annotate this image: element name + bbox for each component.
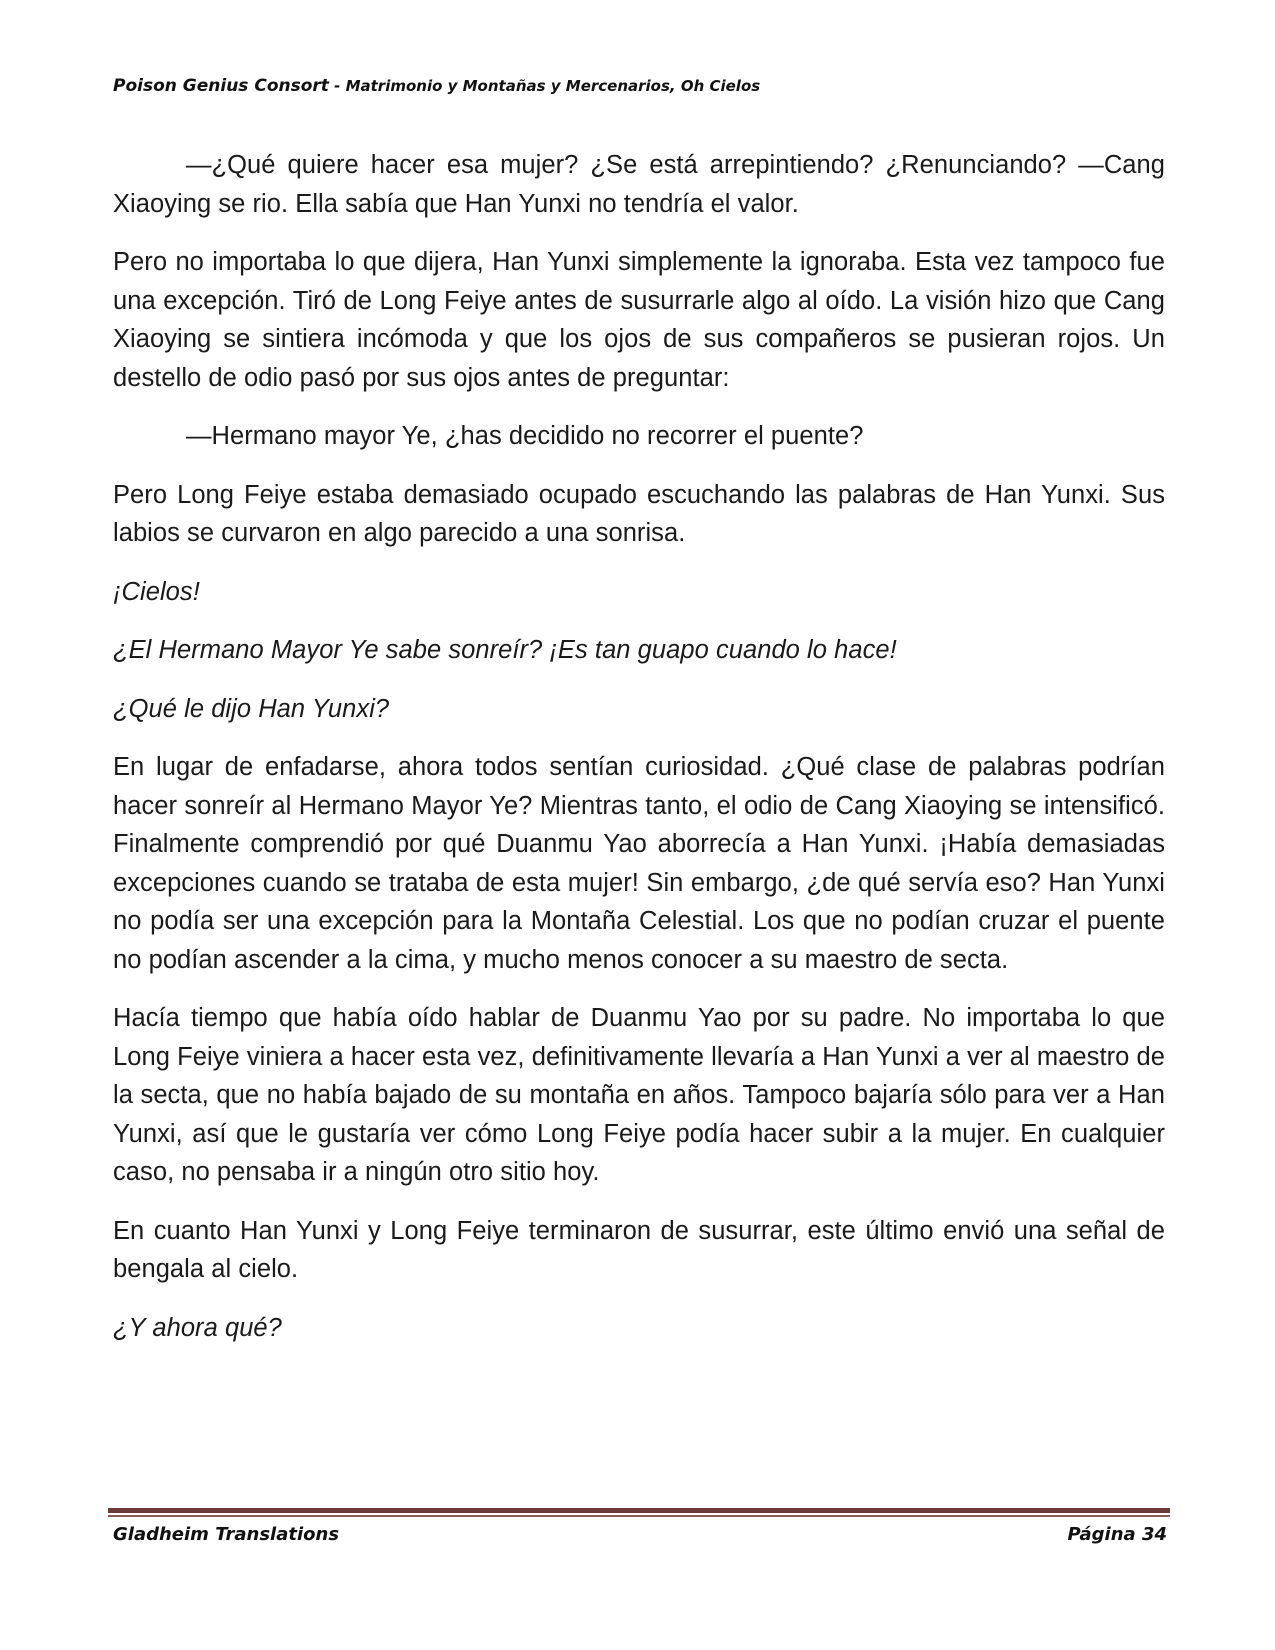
header-title: Poison Genius Consort xyxy=(113,76,329,96)
page-number: Página 34 xyxy=(1067,1524,1167,1545)
paragraph-5: ¡Cielos! xyxy=(113,577,200,606)
paragraph-6: ¿El Hermano Mayor Ye sabe sonreír? ¡Es tan guapo cuando lo hace! xyxy=(113,636,897,664)
paragraph-11: ¿Y ahora qué? xyxy=(113,1313,282,1342)
paragraph-10: En cuanto Han Yunxi y Long Feiye terminaron de susurrar, este último envió una señal de bengala al cielo. xyxy=(113,1216,1165,1283)
header-separator: - xyxy=(328,77,346,95)
running-header xyxy=(113,76,760,96)
header-subtitle: Matrimonio y Montañas y Mercenarios, Oh Cielos xyxy=(345,77,761,95)
paragraph-8: En lugar de enfadarse, ahora todos sentían curiosidad. ¿Qué clase de palabras podrían hacer sonreír al Hermano Mayor Ye? Mientras tanto, el odio de Cang Xiaoying se intensificó. Finalmente comprendió por qué Duanmu Yao aborrecía a Han Yunxi. ¡Había demasiadas excepciones cuando se trataba de esta mujer! Sin embargo, ¿de qué servía eso? Han Yunxi no podía ser una excepción para la Montaña Celestial. Los que no podían cruzar el puente no podían ascender a la cima, y mucho menos conocer a su maestro de secta. xyxy=(113,753,1165,974)
footer-divider-thick xyxy=(108,1508,1170,1513)
paragraph-3: —Hermano mayor Ye, ¿has decidido no recorrer el puente? xyxy=(186,422,864,450)
paragraph-2: Pero no importaba lo que dijera, Han Yunxi simplemente la ignoraba. Esta vez tampoco fue una excepción. Tiró de Long Feiye antes de susurrarle algo al oído. La visión hizo que Cang Xiaoying se sintiera incómoda y que los ojos de sus compañeros se pusieran rojos. Un destello de odio pasó por sus ojos antes de preguntar: xyxy=(113,248,1165,392)
paragraph-1: —¿Qué quiere hacer esa mujer? ¿Se está arrepintiendo? ¿Renunciando? —Cang Xiaoying se rio. Ella sabía que Han Yunxi no tendría el valor. xyxy=(113,151,1165,218)
footer-divider-thin xyxy=(108,1515,1170,1517)
paragraph-7: ¿Qué le dijo Han Yunxi? xyxy=(113,694,390,723)
page-body xyxy=(113,146,1165,1367)
paragraph-9: Hacía tiempo que había oído hablar de Duanmu Yao por su padre. No importaba lo que Long Feiye viniera a hacer esta vez, definitivamente llevaría a Han Yunxi a ver al maestro de la secta, que no había bajado de su montaña en años. Tampoco bajaría sólo para ver a Han Yunxi, así que le gustaría ver cómo Long Feiye podía hacer subir a la mujer. En cualquier caso, no pensaba ir a ningún otro sitio hoy. xyxy=(113,1004,1165,1186)
footer-credit: Gladheim Translations xyxy=(113,1524,340,1545)
paragraph-4: Pero Long Feiye estaba demasiado ocupado escuchando las palabras de Han Yunxi. Sus labios se curvaron en algo parecido a una sonrisa. xyxy=(113,480,1165,547)
footer-divider xyxy=(108,1508,1170,1518)
